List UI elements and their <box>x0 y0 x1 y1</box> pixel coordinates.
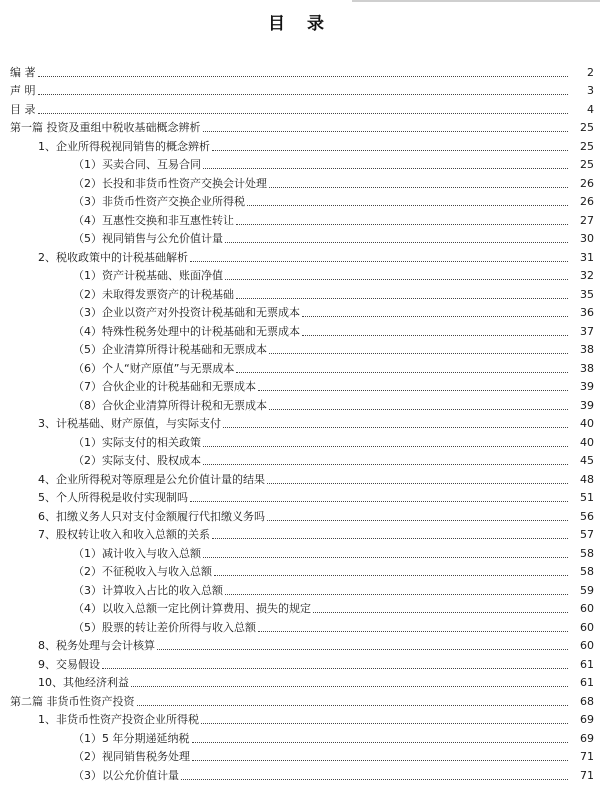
dot-leader <box>38 93 569 95</box>
toc-entry[interactable] <box>0 431 600 450</box>
dot-leader <box>223 426 568 428</box>
dot-leader <box>38 75 569 77</box>
toc-entry-title: （2）视同销售税务处理 <box>73 750 190 763</box>
dot-leader <box>269 352 568 354</box>
toc-entry-title: 第一篇 投资及重组中税收基础概念辨析 <box>10 121 201 134</box>
dot-leader <box>258 389 568 391</box>
toc-entry[interactable] <box>0 561 600 580</box>
toc-page-number: 71 <box>580 768 594 782</box>
dot-leader <box>203 130 569 132</box>
toc-page-number: 31 <box>580 250 594 264</box>
toc-entry[interactable] <box>0 524 600 543</box>
toc-entry[interactable] <box>0 265 600 284</box>
toc-page-number: 59 <box>580 583 594 597</box>
toc-entry[interactable] <box>0 98 600 117</box>
toc-page-number: 45 <box>580 454 594 467</box>
toc-entry-title: （3）企业以资产对外投资计税基础和无票成本 <box>73 306 300 319</box>
toc-entry-title: （1）5 年分期递延纳税 <box>73 731 190 745</box>
toc-entry-title: 目 录 <box>10 102 36 116</box>
toc-entry[interactable] <box>0 135 600 154</box>
dot-leader <box>201 722 568 724</box>
toc-entry-title: （2）实际支付、股权成本 <box>73 454 201 467</box>
dot-leader <box>302 315 568 317</box>
toc-page-number: 38 <box>580 361 594 375</box>
dot-leader <box>192 759 568 761</box>
toc-entry[interactable] <box>0 172 600 191</box>
table-of-contents <box>0 61 600 783</box>
toc-entry[interactable] <box>0 505 600 524</box>
toc-entry-title: （3）计算收入占比的收入总额 <box>73 583 223 597</box>
toc-page-number: 57 <box>580 528 594 541</box>
toc-entry-title: （7）合伙企业的计税基础和无票成本 <box>73 380 256 393</box>
toc-entry-title: （5）股票的转让差价所得与收入总额 <box>73 620 256 634</box>
toc-entry[interactable] <box>0 302 600 321</box>
toc-entry-title: （8）合伙企业清算所得计税和无票成本 <box>73 398 267 412</box>
dot-leader <box>267 519 568 521</box>
toc-entry[interactable] <box>0 320 600 339</box>
toc-page-number: 25 <box>580 121 594 134</box>
toc-entry[interactable] <box>0 117 600 136</box>
toc-entry-title: （4）以收入总额一定比例计算费用、损失的规定 <box>73 602 311 615</box>
toc-entry[interactable] <box>0 635 600 654</box>
toc-page-number: 26 <box>580 195 594 208</box>
toc-entry[interactable] <box>0 376 600 395</box>
dot-leader <box>236 371 568 373</box>
toc-entry[interactable] <box>0 450 600 469</box>
toc-page-number: 3 <box>587 84 594 97</box>
toc-entry-title: （1）实际支付的相关政策 <box>73 435 201 449</box>
toc-entry-title: 7、股权转让收入和收入总额的关系 <box>38 528 210 541</box>
toc-entry-title: 6、扣缴义务人只对支付金额履行代扣缴义务吗 <box>38 509 265 523</box>
toc-entry[interactable] <box>0 709 600 728</box>
toc-entry-title: （3）非货币性资产交换企业所得税 <box>73 195 245 208</box>
toc-entry-title: 1、企业所得税视同销售的概念辨析 <box>38 139 210 153</box>
toc-page-number: 58 <box>580 546 594 560</box>
toc-page-number: 60 <box>580 639 594 652</box>
toc-page-number: 37 <box>580 324 594 338</box>
dot-leader <box>192 741 569 743</box>
dot-leader <box>258 630 568 632</box>
toc-entry[interactable] <box>0 764 600 783</box>
dot-leader <box>190 500 568 502</box>
toc-entry[interactable] <box>0 209 600 228</box>
toc-entry-title: （4）互惠性交换和非互惠性转让 <box>73 213 234 227</box>
toc-page-number: 61 <box>580 657 594 671</box>
dot-leader <box>102 667 568 669</box>
dot-leader <box>203 167 568 169</box>
dot-leader <box>203 445 568 447</box>
toc-entry[interactable] <box>0 727 600 746</box>
toc-entry[interactable] <box>0 542 600 561</box>
toc-entry-title: 第二篇 非货币性资产投资 <box>10 694 135 708</box>
toc-page-number: 27 <box>580 213 594 227</box>
toc-page-number: 32 <box>580 269 594 282</box>
dot-leader <box>38 112 569 114</box>
toc-page-number: 60 <box>580 620 594 634</box>
toc-page-number: 58 <box>580 565 594 578</box>
toc-entry[interactable] <box>0 80 600 99</box>
dot-leader <box>247 204 568 206</box>
toc-entry[interactable] <box>0 283 600 302</box>
toc-entry-title: （5）视同销售与公允价值计量 <box>73 232 223 245</box>
toc-entry[interactable] <box>0 746 600 765</box>
toc-entry-title: 10、其他经济利益 <box>38 676 129 689</box>
toc-entry-title: 4、企业所得税对等原理是公允价值计量的结果 <box>38 472 265 486</box>
toc-entry-title: （2）不征税收入与收入总额 <box>73 565 212 578</box>
toc-page-number: 69 <box>580 731 594 745</box>
page-title: 目 录 <box>268 14 332 34</box>
toc-page-number: 25 <box>580 158 594 171</box>
dot-leader <box>225 593 568 595</box>
toc-page-number: 51 <box>580 491 594 504</box>
toc-entry-title: （4）特殊性税务处理中的计税基础和无票成本 <box>73 324 300 338</box>
dot-leader <box>212 149 568 151</box>
toc-entry[interactable] <box>0 394 600 413</box>
toc-page-number: 69 <box>580 713 594 726</box>
toc-entry[interactable] <box>0 339 600 358</box>
toc-entry[interactable] <box>0 413 600 432</box>
dot-leader <box>313 611 568 613</box>
dot-leader <box>157 648 568 650</box>
toc-entry-title: 1、非货币性资产投资企业所得税 <box>38 713 199 726</box>
dot-leader <box>269 408 568 410</box>
toc-page-number: 30 <box>580 232 594 245</box>
toc-entry-title: 3、计税基础、财产原值，与实际支付 <box>38 417 221 430</box>
toc-page-number: 68 <box>580 694 594 708</box>
toc-page-number: 40 <box>580 417 594 430</box>
toc-entry[interactable] <box>0 228 600 247</box>
toc-entry-title: （3）以公允价值计量 <box>73 768 179 782</box>
dot-leader <box>236 223 568 225</box>
toc-page-number: 40 <box>580 435 594 449</box>
toc-page-number: 39 <box>580 380 594 393</box>
dot-leader <box>214 574 568 576</box>
dot-leader <box>190 260 568 262</box>
toc-entry[interactable] <box>0 653 600 672</box>
toc-entry[interactable] <box>0 579 600 598</box>
toc-page-number: 26 <box>580 176 594 190</box>
dot-leader <box>181 778 568 780</box>
toc-entry-title: （6）个人“财产原值”与无票成本 <box>73 361 235 375</box>
toc-page-number: 35 <box>580 287 594 301</box>
dot-leader <box>267 482 568 484</box>
toc-page-number: 60 <box>580 602 594 615</box>
toc-entry-title: （2）未取得发票资产的计税基础 <box>73 287 234 301</box>
toc-entry-title: （1）买卖合同、互易合同 <box>73 158 201 171</box>
dot-leader <box>236 297 568 299</box>
toc-page-number: 71 <box>580 750 594 763</box>
toc-entry-title: 2、税收政策中的计税基础解析 <box>38 250 188 264</box>
toc-entry-title: 编 著 <box>10 65 36 79</box>
toc-page-number: 36 <box>580 306 594 319</box>
dot-leader <box>269 186 568 188</box>
toc-entry[interactable] <box>0 154 600 173</box>
toc-entry-title: （1）减计收入与收入总额 <box>73 546 201 560</box>
toc-page-number: 2 <box>587 65 594 79</box>
toc-entry[interactable] <box>0 616 600 635</box>
top-border-line <box>352 0 600 2</box>
dot-leader <box>302 334 568 336</box>
toc-page-number: 39 <box>580 398 594 412</box>
dot-leader <box>203 556 568 558</box>
toc-entry[interactable] <box>0 468 600 487</box>
dot-leader <box>225 278 568 280</box>
toc-page-number: 56 <box>580 509 594 523</box>
dot-leader <box>225 241 568 243</box>
toc-entry-title: （2）长投和非货币性资产交换会计处理 <box>73 176 267 190</box>
dot-leader <box>203 463 568 465</box>
toc-entry[interactable] <box>0 357 600 376</box>
toc-entry[interactable] <box>0 191 600 210</box>
toc-entry[interactable] <box>0 246 600 265</box>
toc-entry-title: （1）资产计税基础、账面净值 <box>73 269 223 282</box>
toc-page-number: 4 <box>587 102 594 116</box>
toc-page-number: 61 <box>580 676 594 689</box>
dot-leader <box>137 704 569 706</box>
dot-leader <box>212 537 568 539</box>
toc-page-number: 25 <box>580 139 594 153</box>
toc-page-number: 38 <box>580 343 594 356</box>
toc-entry[interactable] <box>0 598 600 617</box>
toc-entry[interactable] <box>0 487 600 506</box>
toc-entry[interactable] <box>0 61 600 80</box>
toc-entry-title: 9、交易假设 <box>38 657 100 671</box>
toc-entry[interactable] <box>0 672 600 691</box>
toc-entry-title: 5、个人所得税是收付实现制吗 <box>38 491 188 504</box>
toc-page-number: 48 <box>580 472 594 486</box>
toc-entry[interactable] <box>0 690 600 709</box>
toc-entry-title: 声 明 <box>10 84 36 97</box>
toc-entry-title: （5）企业清算所得计税基础和无票成本 <box>73 343 267 356</box>
toc-entry-title: 8、税务处理与会计核算 <box>38 639 155 652</box>
dot-leader <box>131 685 568 687</box>
